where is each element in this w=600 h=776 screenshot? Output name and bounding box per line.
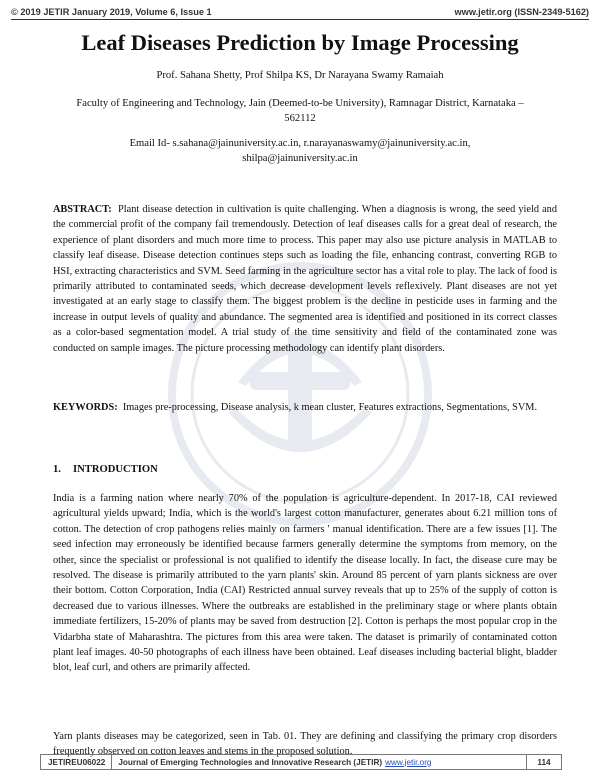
footer-paper-id: JETIREU06022	[41, 755, 112, 769]
abstract-label: ABSTRACT:	[53, 204, 112, 215]
affiliation: Faculty of Engineering and Technology, Jain (Deemed-to-be University), Ramnagar District, Karnataka – 562112	[76, 98, 524, 124]
header-website[interactable]: www.jetir.org (ISSN-2349-5162)	[454, 7, 589, 17]
email-line-2: shilpa@jainuniversity.ac.in	[242, 153, 358, 164]
header-divider	[11, 19, 589, 20]
page-footer	[40, 754, 562, 770]
section-heading-introduction	[53, 464, 158, 475]
paper-title: Leaf Diseases Prediction by Image Processing	[81, 30, 519, 55]
footer-page-number: 114	[537, 757, 551, 767]
keywords	[53, 400, 557, 415]
footer-journal	[112, 755, 527, 769]
author-list: Prof. Sahana Shetty, Prof Shilpa KS, Dr Narayana Swamy Ramaiah	[156, 70, 444, 81]
section-title: INTRODUCTION	[73, 464, 158, 475]
section-number: 1.	[53, 464, 61, 475]
keywords-label: KEYWORDS:	[53, 402, 118, 413]
email-line-1: Email Id- s.sahana@jainuniversity.ac.in, r.narayanaswamy@jainuniversity.ac.in,	[129, 138, 471, 149]
abstract	[53, 202, 557, 356]
author-emails	[60, 136, 540, 166]
abstract-text: Plant disease detection in cultivation is quite challenging. When a diagnosis is wrong, the seed yield and the commercial profit of the company fail tremendously. Detection of leaf diseases calls for a great deal of research, the experience of plant disorders and much more time to process. This paper may also use picture analysis in MATLAB to classify leaf disease. Disease detection continues steps such as loading the file, enhancing contrast, converting RGB to HSI, extracting characteristics and SVM. Seed farming in the agriculture sector has a vital role to play. The lack of food is primarily attributed to contaminated seeds, which decrease development levels reflexively. Plant diseases are not yet investigated at an early stage to classify them. The biggest problem is the decline in pesticide uses in farming and the increase in output levels of quality and abundance. The segmented area is identified and positioned in its correct classes as a color-based segmentation model. A trial study of the time sensitivity and field of the contaminated zone was conducted on sample images. The picture processing methodology can identify plant disorders.	[53, 204, 557, 354]
footer-url-link[interactable]: www.jetir.org	[385, 757, 432, 767]
header-journal-info: © 2019 JETIR January 2019, Volume 6, Issue 1	[11, 7, 212, 17]
keywords-text: Images pre-processing, Disease analysis, k mean cluster, Features extractions, Segmentations, SVM.	[122, 402, 538, 413]
footer-journal-name: Journal of Emerging Technologies and Innovative Research (JETIR)	[118, 757, 383, 767]
intro-paragraph-1: India is a farming nation where nearly 70% of the population is agriculture-dependent. In 2017-18, CAI reviewed agricultural yields upward; India, which is the world's largest cotton manufacturer, generates about 6.21 million tons of cotton. The detection of crop pathogens relies mainly on farmers ' manual identification. There are a few issues [1]. The seed infection may erroneously be identified because farmers generally determine the symptoms from memory, on the other, since the specialist or professional is not qualified to identify the disease locally. In fact, the disease cure may be resolved. The disease is primarily attributed to the yarn plants' skin. Around 85 percent of yarn plants sickness are over their bottom. Cotton Corporation, India (CAI) Restricted annual survey reveals that up to 25% of the supply of cotton is decreased due to various illnesses. Where the outbreaks are established in the preliminary stage or where plants obtain immediate fertilizers, 15-20% of plants may be saved from destruction [2]. Cotton is perhaps the most popular crop in the Vidarbha state of Maharashtra. The pictures from this area were taken. The dataset is primarily of contaminated cotton plant leaf images. 40-50 photographs of each illness have been obtained. Leaf diseases including bacterial blight, bladder blot, leaf curl, and others are primarily affected.	[53, 493, 557, 674]
running-header	[11, 5, 589, 19]
intro-paragraph-2: Yarn plants diseases may be categorized, seen in Tab. 01. They are defining and classifying the primary crop disorders frequently observed on cotton leaves and stems in the proposed solution.	[53, 731, 557, 758]
